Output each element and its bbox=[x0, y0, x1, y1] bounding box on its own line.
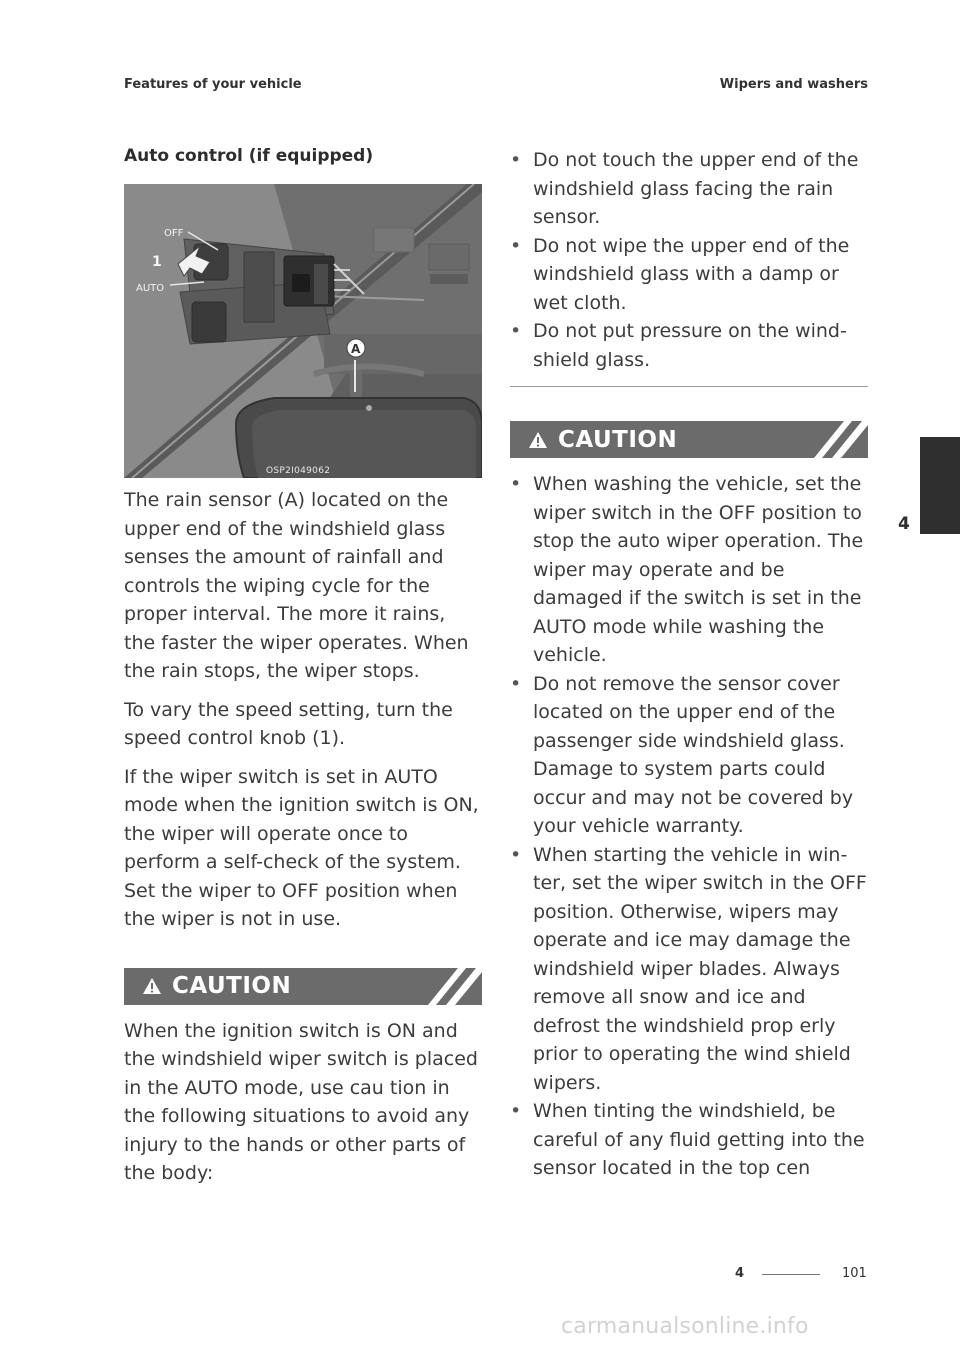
footer-page-number: 101 bbox=[842, 1266, 867, 1281]
bullet-dot: • bbox=[510, 473, 522, 495]
list-item-text: When tinting the windshield, be careful of any fluid getting into the sensor located in the top cen bbox=[533, 1100, 865, 1179]
list-item-text: Do not remove the sensor cover located on the upper end of the passenger side windshield glass. Damage to system parts could occur and may not be covered by your vehicle warranty. bbox=[533, 672, 854, 837]
list-item bbox=[510, 317, 868, 374]
list-item-text: When starting the vehicle in win ter, set the wiper switch in the OFF position. Otherwise, wipers may operate and ice may damage the windshield wiper blades. Always remove all snow and ice and defrost the windshield prop erly prior to operating the wind shield wipers. bbox=[533, 843, 867, 1094]
figure-label-off: OFF bbox=[164, 228, 184, 239]
footer-chapter-number: 4 bbox=[735, 1266, 745, 1281]
section-title: Auto control (if equipped) bbox=[124, 146, 374, 166]
caution-banner-right bbox=[510, 421, 868, 458]
figure-label-auto: AUTO bbox=[136, 283, 165, 294]
figure-label-a: A bbox=[351, 342, 361, 356]
list-item bbox=[510, 146, 868, 232]
right-column bbox=[510, 146, 868, 1183]
warning-triangle-icon bbox=[528, 431, 548, 449]
list-item-text: Do not wipe the upper end of the windshield glass with a damp or wet cloth. bbox=[533, 234, 850, 314]
caution-list bbox=[510, 470, 868, 1183]
list-item-text: Do not put pressure on the wind shield glass. bbox=[533, 320, 847, 371]
caution-title: CAUTION bbox=[172, 973, 292, 999]
paragraph-auto-mode: If the wiper switch is set in AUTO mode when the ignition switch is ON, the wiper will operate once to perform a self-check of the system. Set the wiper to OFF position when the wiper is not in use. bbox=[124, 765, 479, 930]
bullet-dot: • bbox=[510, 1100, 522, 1122]
chapter-side-tab-number: 4 bbox=[898, 514, 910, 534]
caution-banner-left bbox=[124, 968, 482, 1005]
caution-stripes-icon bbox=[422, 968, 482, 1005]
left-column bbox=[124, 146, 482, 1188]
header-chapter-title: Features of your vehicle bbox=[124, 77, 302, 92]
figure-label-1: 1 bbox=[152, 254, 162, 270]
bullet-dot: • bbox=[510, 843, 522, 866]
list-item bbox=[510, 1097, 868, 1183]
list-item-text: Do not touch the upper end of the windshield glass facing the rain sensor. bbox=[533, 149, 859, 228]
section-divider bbox=[510, 386, 868, 387]
caution-stripes-icon bbox=[808, 421, 868, 458]
wiper-switch-illustration bbox=[124, 184, 482, 478]
caution-body: When the ignition switch is ON and the windshield wiper switch is placed in the AUTO mode, use cau tion in the following situations to avoid any injury to the hands or other parts of the body: bbox=[124, 1019, 478, 1184]
header-section-title: Wipers and washers bbox=[719, 77, 868, 92]
bullet-dot: • bbox=[510, 672, 522, 695]
list-item-text: When washing the vehicle, set the wiper switch in the OFF position to stop the auto wiper operation. The wiper may operate and be damaged if the switch is set in the AUTO mode while washing the vehicle. bbox=[533, 473, 864, 666]
caution-title: CAUTION bbox=[558, 426, 678, 453]
bullet-dot: • bbox=[510, 320, 522, 342]
figure-code: OSP2I049062 bbox=[266, 466, 331, 476]
touch-precautions-list bbox=[510, 146, 868, 374]
footer-divider bbox=[762, 1274, 820, 1275]
paragraph-rain-sensor: The rain sensor (A) located on the upper end of the windshield glass senses the amount of rainfall and controls the wiping cycle for the proper interval. The more it rains, the faster the wiper operates. When the rain stops, the wiper stops. bbox=[124, 489, 469, 682]
list-item bbox=[510, 670, 868, 841]
watermark: carmanualsonline.info bbox=[561, 1314, 809, 1339]
bullet-dot: • bbox=[510, 234, 522, 257]
bullet-dot: • bbox=[510, 149, 522, 171]
list-item bbox=[510, 841, 868, 1098]
warning-triangle-icon bbox=[142, 977, 162, 995]
paragraph-speed-setting: To vary the speed setting, turn the speed control knob (1). bbox=[124, 698, 453, 749]
illustration-drawing bbox=[124, 184, 482, 478]
chapter-side-tab bbox=[920, 437, 960, 534]
list-item bbox=[510, 470, 868, 670]
list-item bbox=[510, 232, 868, 318]
